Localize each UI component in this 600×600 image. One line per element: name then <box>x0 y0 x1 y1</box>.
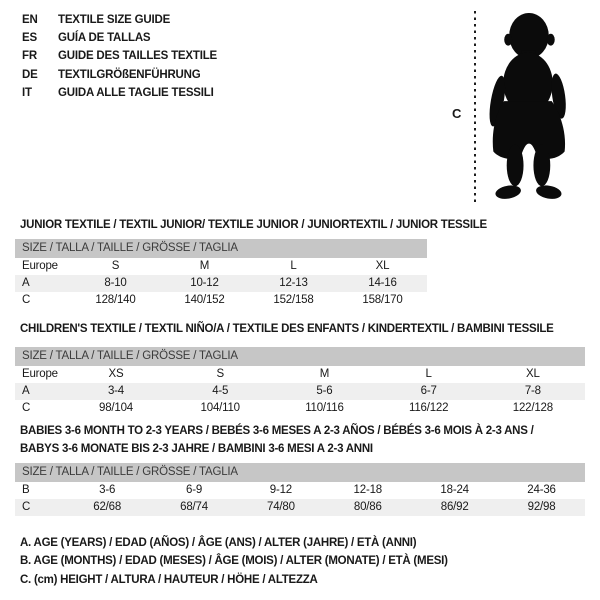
height-measure-label: C <box>452 106 462 121</box>
legend-notes <box>20 534 448 589</box>
age-cell: 5-6 <box>316 385 333 397</box>
table-size-header: SIZE / TALLA / TAILLE / GRÖSSE / TAGLIA <box>15 463 585 482</box>
children-size-table <box>15 347 585 417</box>
height-cell: 104/110 <box>200 402 240 414</box>
age-cell: 12-18 <box>353 484 382 496</box>
size-cell: S <box>216 368 224 380</box>
language-title: TEXTILGRÖßENFÜHRUNG <box>58 68 201 81</box>
age-cell: 12-13 <box>279 277 308 289</box>
language-title: TEXTILE SIZE GUIDE <box>58 14 171 26</box>
height-cell: 140/152 <box>184 294 225 306</box>
size-cell: L <box>290 260 297 272</box>
language-row-it <box>22 84 217 102</box>
row-label: A <box>22 385 30 397</box>
table-row-height <box>15 499 585 516</box>
language-title: GUIDA ALLE TAGLIE TESSILI <box>58 86 214 99</box>
age-cell: 24-36 <box>527 484 556 496</box>
age-cell: 18-24 <box>440 484 469 496</box>
note-height-cm: C. (cm) HEIGHT / ALTURA / HAUTEUR / HÖHE / ALTEZZA <box>20 573 318 586</box>
section-title-children: CHILDREN'S TEXTILE / TEXTIL NIÑO/A / TEXTILE DES ENFANTS / KINDERTEXTIL / BAMBINI TESSILE <box>20 323 554 335</box>
age-cell: 3-6 <box>99 484 116 496</box>
note-age-years: A. AGE (YEARS) / EDAD (AÑOS) / ÂGE (ANS) / ALTER (JAHRE) / ETÀ (ANNI) <box>20 537 417 549</box>
height-cell: 62/68 <box>93 501 122 513</box>
table-row-europe <box>15 366 585 383</box>
row-label: A <box>22 277 30 289</box>
height-cell: 68/74 <box>180 501 208 513</box>
height-cell: 80/86 <box>353 501 382 513</box>
table-row-height <box>15 292 427 309</box>
table-row-age <box>15 275 427 292</box>
section-title-babies-line1: BABIES 3-6 MONTH TO 2-3 YEARS / BEBÉS 3-6 MESES A 2-3 AÑOS / BÉBÉS 3-6 MOIS À 2-3 ANS / <box>20 425 534 437</box>
section-title-babies-line2: BABYS 3-6 MONATE BIS 2-3 JAHRE / BAMBINI 3-6 MESI A 2-3 ANNI <box>20 443 373 455</box>
age-cell: 8-10 <box>104 277 127 289</box>
size-cell: M <box>199 260 210 272</box>
table-row-height <box>15 400 585 417</box>
height-cell: 74/80 <box>267 501 295 513</box>
height-cell: 128/140 <box>95 294 136 306</box>
size-cell: M <box>319 368 330 380</box>
height-cell: 116/122 <box>408 402 449 414</box>
language-title: GUIDE DES TAILLES TEXTILE <box>58 50 217 63</box>
age-cell: 4-5 <box>212 385 229 397</box>
age-cell: 6-9 <box>186 484 203 496</box>
age-cell: 14-16 <box>368 277 397 289</box>
row-label: Europe <box>22 260 58 272</box>
language-code: DE <box>22 68 38 81</box>
table-row-age-months <box>15 482 585 499</box>
row-label: C <box>22 501 31 513</box>
language-code: ES <box>22 32 37 45</box>
section-title-babies <box>20 422 534 458</box>
table-size-header: SIZE / TALLA / TAILLE / GRÖSSE / TAGLIA <box>15 239 427 258</box>
row-label: C <box>22 294 31 306</box>
size-cell: XL <box>526 368 540 380</box>
language-header <box>22 11 217 102</box>
age-cell: 7-8 <box>524 385 541 397</box>
height-cell: 98/104 <box>99 402 133 414</box>
size-cell: XS <box>108 368 124 380</box>
age-cell: 9-12 <box>269 484 292 496</box>
baby-silhouette-image <box>482 9 572 207</box>
junior-size-table <box>15 239 427 309</box>
table-size-header: SIZE / TALLA / TAILLE / GRÖSSE / TAGLIA <box>15 347 585 366</box>
language-row-fr <box>22 47 217 65</box>
language-row-en <box>22 11 217 29</box>
size-cell: L <box>425 368 432 380</box>
language-code: IT <box>22 86 32 99</box>
language-code: FR <box>22 50 37 63</box>
height-cell: 158/170 <box>362 294 403 306</box>
section-title-junior: JUNIOR TEXTILE / TEXTIL JUNIOR/ TEXTILE JUNIOR / JUNIORTEXTIL / JUNIOR TESSILE <box>20 219 487 231</box>
size-cell: S <box>111 260 120 272</box>
height-cell: 152/158 <box>273 294 314 306</box>
language-row-de <box>22 66 217 84</box>
table-row-europe <box>15 258 427 275</box>
height-measure-dotted-line <box>474 11 476 206</box>
row-label: C <box>22 402 31 414</box>
height-cell: 92/98 <box>527 501 556 513</box>
language-row-es <box>22 29 217 47</box>
size-cell: XL <box>375 260 390 272</box>
note-age-months: B. AGE (MONTHS) / EDAD (MESES) / ÂGE (MOIS) / ALTER (MONATE) / ETÀ (MESI) <box>20 555 448 568</box>
age-cell: 6-7 <box>420 385 437 397</box>
language-title: GUÍA DE TALLAS <box>58 32 151 45</box>
height-cell: 86/92 <box>440 501 469 513</box>
babies-size-table <box>15 463 585 516</box>
age-cell: 3-4 <box>107 385 125 397</box>
table-row-age <box>15 383 585 400</box>
height-cell: 110/116 <box>305 402 344 414</box>
age-cell: 10-12 <box>190 277 219 289</box>
language-code: EN <box>22 14 38 26</box>
row-label: B <box>22 484 30 496</box>
row-label: Europe <box>22 368 58 380</box>
height-cell: 122/128 <box>512 402 553 414</box>
